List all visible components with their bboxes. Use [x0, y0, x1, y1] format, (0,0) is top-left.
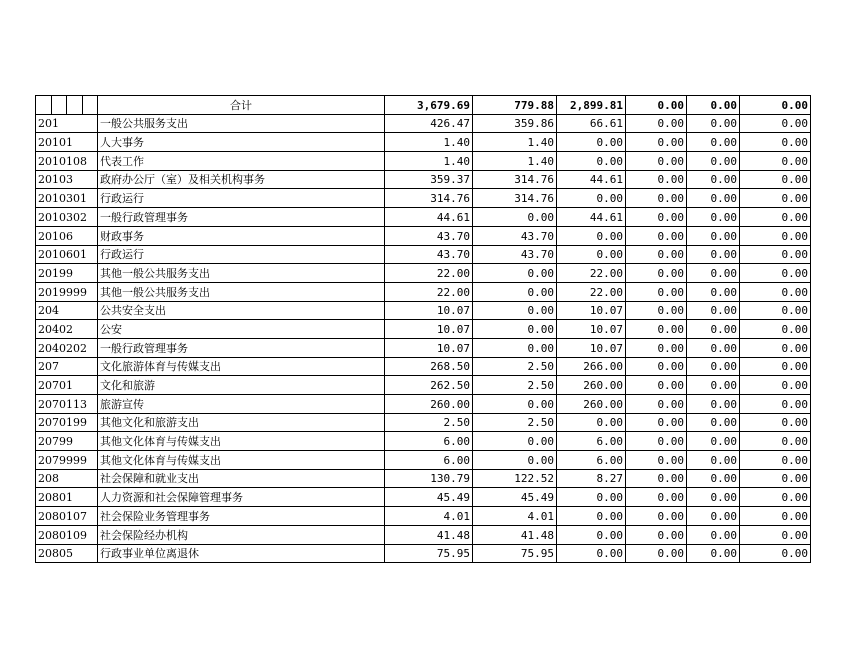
row-value: 0.00: [557, 413, 626, 432]
row-value: 0.00: [740, 152, 811, 171]
row-value: 8.27: [557, 469, 626, 488]
row-value: 22.00: [385, 282, 473, 301]
row-value: 0.00: [687, 152, 740, 171]
row-value: 22.00: [557, 282, 626, 301]
row-value: 6.00: [385, 432, 473, 451]
row-value: 0.00: [740, 208, 811, 227]
row-name: 其他文化体育与传媒支出: [98, 432, 385, 451]
row-value: 0.00: [626, 282, 687, 301]
table-row: [36, 469, 811, 488]
row-value: 66.61: [557, 114, 626, 133]
row-value: 0.00: [473, 282, 557, 301]
row-value: 0.00: [740, 376, 811, 395]
budget-expenditure-table: [35, 95, 811, 563]
row-value: 0.00: [687, 413, 740, 432]
row-value: 2.50: [473, 357, 557, 376]
row-value: 0.00: [740, 413, 811, 432]
table-row: [36, 264, 811, 283]
row-value: 0.00: [687, 264, 740, 283]
table-row: [36, 208, 811, 227]
row-value: 0.00: [626, 264, 687, 283]
row-value: 44.61: [557, 170, 626, 189]
row-value: 0.00: [740, 488, 811, 507]
row-value: 41.48: [473, 525, 557, 544]
row-value: 0.00: [473, 320, 557, 339]
row-value: 266.00: [557, 357, 626, 376]
row-code: 20103: [36, 170, 98, 189]
row-value: 43.70: [385, 226, 473, 245]
row-value: 0.00: [557, 152, 626, 171]
row-value: 0.00: [740, 226, 811, 245]
row-value: 0.00: [687, 282, 740, 301]
row-value: 0.00: [740, 245, 811, 264]
total-value: 3,679.69: [385, 96, 473, 115]
row-value: 10.07: [385, 338, 473, 357]
table-row: [36, 170, 811, 189]
row-value: 41.48: [385, 525, 473, 544]
row-code: 2070113: [36, 395, 98, 414]
row-value: 130.79: [385, 469, 473, 488]
row-value: 0.00: [687, 488, 740, 507]
row-code: 204: [36, 301, 98, 320]
row-value: 0.00: [626, 170, 687, 189]
table-row: [36, 544, 811, 563]
row-value: 314.76: [385, 189, 473, 208]
row-value: 0.00: [687, 301, 740, 320]
row-value: 0.00: [557, 525, 626, 544]
row-code: 20799: [36, 432, 98, 451]
row-name: 其他一般公共服务支出: [98, 282, 385, 301]
row-value: 75.95: [473, 544, 557, 563]
row-value: 45.49: [473, 488, 557, 507]
row-value: 2.50: [385, 413, 473, 432]
row-value: 0.00: [687, 376, 740, 395]
table-row: [36, 133, 811, 152]
row-value: 0.00: [557, 488, 626, 507]
row-value: 260.00: [557, 376, 626, 395]
row-code: 208: [36, 469, 98, 488]
row-name: 代表工作: [98, 152, 385, 171]
total-value: 2,899.81: [557, 96, 626, 115]
row-value: 0.00: [473, 451, 557, 470]
row-value: 0.00: [740, 133, 811, 152]
row-name: 文化和旅游: [98, 376, 385, 395]
row-value: 0.00: [557, 133, 626, 152]
row-value: 0.00: [687, 170, 740, 189]
row-value: 0.00: [626, 357, 687, 376]
row-name: 行政运行: [98, 245, 385, 264]
row-value: 0.00: [626, 301, 687, 320]
row-value: 0.00: [626, 376, 687, 395]
row-value: 0.00: [740, 320, 811, 339]
row-value: 0.00: [687, 432, 740, 451]
row-code: 20801: [36, 488, 98, 507]
row-value: 10.07: [557, 338, 626, 357]
row-value: 260.00: [385, 395, 473, 414]
row-value: 0.00: [626, 432, 687, 451]
row-value: 0.00: [740, 469, 811, 488]
row-value: 2.50: [473, 413, 557, 432]
table-row: [36, 376, 811, 395]
row-value: 0.00: [473, 208, 557, 227]
row-code: 20106: [36, 226, 98, 245]
row-value: 0.00: [557, 544, 626, 563]
table-row: [36, 189, 811, 208]
row-value: 0.00: [626, 395, 687, 414]
table-row: [36, 395, 811, 414]
row-value: 10.07: [385, 320, 473, 339]
row-value: 0.00: [740, 189, 811, 208]
row-code: 20402: [36, 320, 98, 339]
row-code: 2010108: [36, 152, 98, 171]
row-code: 20805: [36, 544, 98, 563]
row-value: 6.00: [557, 432, 626, 451]
row-value: 0.00: [557, 226, 626, 245]
table-row: [36, 357, 811, 376]
row-code: 2080107: [36, 507, 98, 526]
row-value: 22.00: [557, 264, 626, 283]
row-value: 0.00: [687, 395, 740, 414]
row-value: 0.00: [626, 208, 687, 227]
table-row: [36, 114, 811, 133]
row-code: 2010601: [36, 245, 98, 264]
row-value: 122.52: [473, 469, 557, 488]
row-value: 0.00: [626, 152, 687, 171]
row-value: 262.50: [385, 376, 473, 395]
row-value: 45.49: [385, 488, 473, 507]
row-value: 0.00: [626, 507, 687, 526]
row-value: 1.40: [473, 152, 557, 171]
row-name: 人大事务: [98, 133, 385, 152]
row-value: 314.76: [473, 170, 557, 189]
row-code: 20101: [36, 133, 98, 152]
row-value: 0.00: [473, 264, 557, 283]
row-value: 0.00: [557, 507, 626, 526]
row-value: 0.00: [473, 432, 557, 451]
row-name: 文化旅游体育与传媒支出: [98, 357, 385, 376]
row-code: 201: [36, 114, 98, 133]
row-value: 0.00: [740, 114, 811, 133]
row-value: 10.07: [557, 301, 626, 320]
row-value: 43.70: [473, 226, 557, 245]
row-value: 4.01: [473, 507, 557, 526]
row-value: 0.00: [626, 544, 687, 563]
row-value: 0.00: [687, 189, 740, 208]
row-value: 44.61: [557, 208, 626, 227]
row-value: 10.07: [557, 320, 626, 339]
table-body: [36, 96, 811, 563]
row-value: 0.00: [687, 357, 740, 376]
table-row: [36, 282, 811, 301]
row-name: 其他文化和旅游支出: [98, 413, 385, 432]
row-value: 0.00: [740, 395, 811, 414]
row-value: 0.00: [473, 395, 557, 414]
row-value: 44.61: [385, 208, 473, 227]
row-name: 人力资源和社会保障管理事务: [98, 488, 385, 507]
row-value: 0.00: [740, 338, 811, 357]
table-row: [36, 432, 811, 451]
row-name: 财政事务: [98, 226, 385, 245]
row-value: 0.00: [473, 301, 557, 320]
row-value: 2.50: [473, 376, 557, 395]
row-value: 0.00: [687, 338, 740, 357]
row-value: 0.00: [687, 208, 740, 227]
row-value: 4.01: [385, 507, 473, 526]
row-code: 20701: [36, 376, 98, 395]
table-row: [36, 301, 811, 320]
row-name: 其他一般公共服务支出: [98, 264, 385, 283]
row-value: 359.37: [385, 170, 473, 189]
row-value: 314.76: [473, 189, 557, 208]
total-value: 0.00: [687, 96, 740, 115]
row-value: 0.00: [687, 544, 740, 563]
row-value: 0.00: [626, 488, 687, 507]
row-code: 207: [36, 357, 98, 376]
row-value: 0.00: [740, 301, 811, 320]
table-row: [36, 320, 811, 339]
row-value: 0.00: [740, 357, 811, 376]
table-row: [36, 451, 811, 470]
row-value: 0.00: [687, 114, 740, 133]
row-name: 政府办公厅（室）及相关机构事务: [98, 170, 385, 189]
row-name: 旅游宣传: [98, 395, 385, 414]
row-value: 0.00: [626, 338, 687, 357]
row-code: 2010302: [36, 208, 98, 227]
table-row: [36, 245, 811, 264]
row-value: 1.40: [473, 133, 557, 152]
row-value: 0.00: [740, 282, 811, 301]
row-value: 0.00: [473, 338, 557, 357]
row-value: 0.00: [687, 451, 740, 470]
row-value: 6.00: [385, 451, 473, 470]
total-value: 0.00: [626, 96, 687, 115]
row-value: 0.00: [626, 189, 687, 208]
row-value: 0.00: [740, 507, 811, 526]
total-label: 合计: [98, 96, 385, 115]
row-name: 社会保险业务管理事务: [98, 507, 385, 526]
row-name: 一般行政管理事务: [98, 208, 385, 227]
row-value: 1.40: [385, 133, 473, 152]
table-row: [36, 226, 811, 245]
row-value: 0.00: [626, 114, 687, 133]
row-name: 一般公共服务支出: [98, 114, 385, 133]
row-value: 359.86: [473, 114, 557, 133]
row-value: 0.00: [687, 525, 740, 544]
row-value: 0.00: [626, 451, 687, 470]
row-value: 0.00: [626, 320, 687, 339]
row-value: 0.00: [626, 413, 687, 432]
row-value: 0.00: [687, 507, 740, 526]
row-value: 260.00: [557, 395, 626, 414]
row-value: 0.00: [687, 245, 740, 264]
row-value: 43.70: [473, 245, 557, 264]
row-value: 0.00: [740, 264, 811, 283]
total-row: [36, 96, 811, 115]
row-value: 268.50: [385, 357, 473, 376]
row-code: 2070199: [36, 413, 98, 432]
empty-subcells: [36, 96, 97, 114]
row-code: 2040202: [36, 338, 98, 357]
table-row: [36, 488, 811, 507]
row-value: 0.00: [626, 245, 687, 264]
row-code: 20199: [36, 264, 98, 283]
table-row: [36, 338, 811, 357]
row-value: 0.00: [626, 226, 687, 245]
total-code-cell: [36, 96, 98, 115]
row-value: 0.00: [740, 451, 811, 470]
table-row: [36, 152, 811, 171]
row-value: 0.00: [687, 133, 740, 152]
row-name: 社会保障和就业支出: [98, 469, 385, 488]
row-code: 2010301: [36, 189, 98, 208]
row-value: 22.00: [385, 264, 473, 283]
row-value: 0.00: [687, 226, 740, 245]
row-name: 公安: [98, 320, 385, 339]
row-name: 社会保险经办机构: [98, 525, 385, 544]
row-name: 一般行政管理事务: [98, 338, 385, 357]
row-code: 2079999: [36, 451, 98, 470]
row-value: 426.47: [385, 114, 473, 133]
row-code: 2080109: [36, 525, 98, 544]
row-value: 43.70: [385, 245, 473, 264]
row-name: 公共安全支出: [98, 301, 385, 320]
row-name: 行政运行: [98, 189, 385, 208]
row-value: 0.00: [557, 245, 626, 264]
row-name: 其他文化体育与传媒支出: [98, 451, 385, 470]
row-code: 2019999: [36, 282, 98, 301]
row-value: 75.95: [385, 544, 473, 563]
row-value: 0.00: [557, 189, 626, 208]
row-value: 0.00: [687, 469, 740, 488]
row-value: 10.07: [385, 301, 473, 320]
row-value: 0.00: [626, 525, 687, 544]
table-row: [36, 413, 811, 432]
row-name: 行政事业单位离退休: [98, 544, 385, 563]
row-value: 0.00: [626, 469, 687, 488]
row-value: 0.00: [626, 133, 687, 152]
row-value: 0.00: [687, 320, 740, 339]
row-value: 6.00: [557, 451, 626, 470]
row-value: 0.00: [740, 525, 811, 544]
row-value: 0.00: [740, 544, 811, 563]
table-row: [36, 525, 811, 544]
row-value: 0.00: [740, 432, 811, 451]
total-value: 779.88: [473, 96, 557, 115]
row-value: 1.40: [385, 152, 473, 171]
row-value: 0.00: [740, 170, 811, 189]
total-value: 0.00: [740, 96, 811, 115]
table-row: [36, 507, 811, 526]
